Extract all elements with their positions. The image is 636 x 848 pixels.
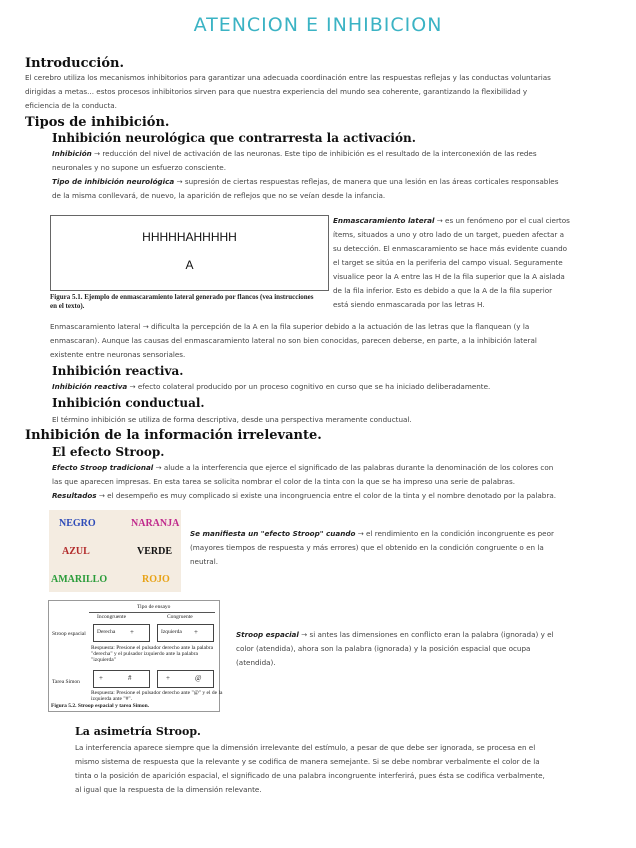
figure-lateral-masking [50, 215, 329, 291]
manifiesta-text: Se manifiesta un "efecto Stroop" cuando → el rendimiento en la condición incongruente es peor (mayores tiempos de respuesta y más errores) que el obtenido en la condición congruente o en la neutral. [190, 529, 554, 566]
figure2-header: Tipo de ensayo [137, 604, 171, 610]
intro-line: El cerebro utiliza los mecanismos inhibitorios para garantizar una adecuada coordinación entre las respuestas reflejas y las conductas voluntarias [25, 73, 551, 82]
tipos-heading: Tipos de inhibición. [25, 115, 170, 130]
figure2-row1-label: Stroop espacial [52, 631, 86, 637]
asimetria-paragraph: La interferencia aparece siempre que la dimensión irrelevante del estímulo, a pesar de que debe ser ignorada, se procesa en el mismo sistema de respuesta que la relevante y se codifica de manera semejante. Si se debe nombrar verbalmente el color de la tinta o la posición de aparición espacial, el significado de una palabra incongruente interferirá, pues ésta se codifica verbalmente, al igual que la respuesta de la dimensión relevante. [75, 743, 545, 794]
figure2-col2: Congruente [167, 614, 193, 620]
espacial-text: Stroop espacial → si antes las dimensiones en conflicto eran la palabra (ignorada) y el color (atendida), ahora son la palabra (ignorada) y la posición espacial que ocupa (atendida). [236, 630, 554, 667]
reactiva-heading: Inhibición reactiva. [52, 364, 184, 378]
neuro-heading: Inhibición neurológica que contrarresta la activación. [52, 131, 416, 145]
stroop-heading: El efecto Stroop. [52, 445, 165, 459]
figure2-caption: Figura 5.2. Stroop espacial y tarea Simon. [51, 703, 150, 709]
conductual-heading: Inhibición conductual. [52, 396, 205, 410]
figure2-row2-label: Tarea Simon [52, 679, 80, 685]
stroop-word: NARANJA [131, 518, 180, 529]
def1-line1: Inhibición → reducción del nivel de activación de las neuronas. Este tipo de inhibición es el resultado de la interconexión de las redes [52, 149, 537, 158]
intro-line: dirigidas a metas... estos procesos inhibitorios sirven para que nuestra experiencia del mundo sea coherente, garantizando la flexibilidad y [25, 87, 528, 96]
intro-line: eficiencia de la conducta. [25, 101, 117, 110]
stroop-words-figure [49, 510, 181, 592]
figure2-response2: Respuesta: Presione el pulsador derecho ante "@" y el de la izquierda ante "#". [91, 690, 223, 702]
stroop-word: AMARILLO [51, 574, 108, 585]
figure2-box: Derecha + [93, 624, 150, 642]
intro-heading: Introducción. [25, 56, 125, 71]
reactiva-text: Inhibición reactiva → efecto colateral producido por un proceso cognitivo en curso que se ha iniciado deliberadamente. [52, 382, 491, 391]
stroop-definitions: Efecto Stroop tradicional → alude a la interferencia que ejerce el significado de las palabras durante la denominación de los colores con las que aparecen impresas. En esta tarea se solicita nombrar el color de la tinta con la que se ha impreso una serie de palabras. Resultados → el desempeño es muy complicado si existe una incongruencia entre el color de la tinta y el nombre denotado por la palabra. [52, 463, 557, 500]
figure1-row2: A [185, 258, 194, 272]
stroop-word: AZUL [62, 546, 90, 557]
stroop-word: ROJO [142, 574, 170, 585]
def1-line2: neuronales y no supone un esfuerzo consciente. [52, 163, 227, 172]
stroop-word: NEGRO [59, 518, 96, 529]
conductual-text: El término inhibición se utiliza de forma descriptiva, desde una perspectiva meramente conductual. [52, 415, 412, 424]
neuro-definitions [52, 147, 617, 203]
def2-line1: Tipo de inhibición neurológica → supresión de ciertas respuestas reflejas, de manera que una lesión en las áreas corticales responsables [52, 177, 559, 186]
figure2-box: + @ [157, 670, 214, 688]
masking-paragraph: Enmascaramiento lateral → dificulta la percepción de la A en la fila superior debido a la actuación de las letras que la flanquean (y la enmascaran). Aunque las causas del enmascaramiento lateral no son bien conocidas, parecen deberse, en parte, a la inhibición lateral existente entre neuronas sensoriales. [50, 322, 537, 359]
stroop-word: VERDE [137, 546, 173, 557]
page-title: ATENCION E INHIBICION [193, 14, 443, 36]
figure1-row1: HHHHHAHHHHH [142, 230, 237, 244]
figure-spatial-stroop [48, 600, 223, 712]
def2-line2: de la misma conllevará, de nuevo, la aparición de reflejos que no se veían desde la infancia. [52, 191, 386, 200]
figure2-col1: Incongruente [97, 614, 127, 620]
intro-paragraph [25, 71, 615, 113]
figure2-box: Izquierda + [157, 624, 214, 642]
figure2-response1: Respuesta: Presione el pulsador derecho ante la palabra "derecha" y el pulsador izquierdo ante la palabra "izquierda" [91, 645, 214, 663]
masking-description: Enmascaramiento lateral → es un fenómeno por el cual ciertos ítems, situados a uno y otro lado de un target, pueden afectar a su detección. El enmascaramiento se hace más evidente cuando el target se sitúa en la periferia del campo visual. Seguramente visualice peor la A entre las H de la fila superior que la A aislada de la fila inferior. Esto es debido a que la A de la fila superior está siendo enmascarada por las letras H. [333, 216, 570, 309]
figure2-box: + # [93, 670, 150, 688]
figure1-caption: Figura 5.1. Ejemplo de enmascaramiento lateral generado por flancos (vea instrucciones en el texto). [50, 293, 314, 310]
asimetria-heading: La asimetría Stroop. [75, 725, 201, 738]
irrelevante-heading: Inhibición de la información irrelevante. [25, 428, 322, 443]
